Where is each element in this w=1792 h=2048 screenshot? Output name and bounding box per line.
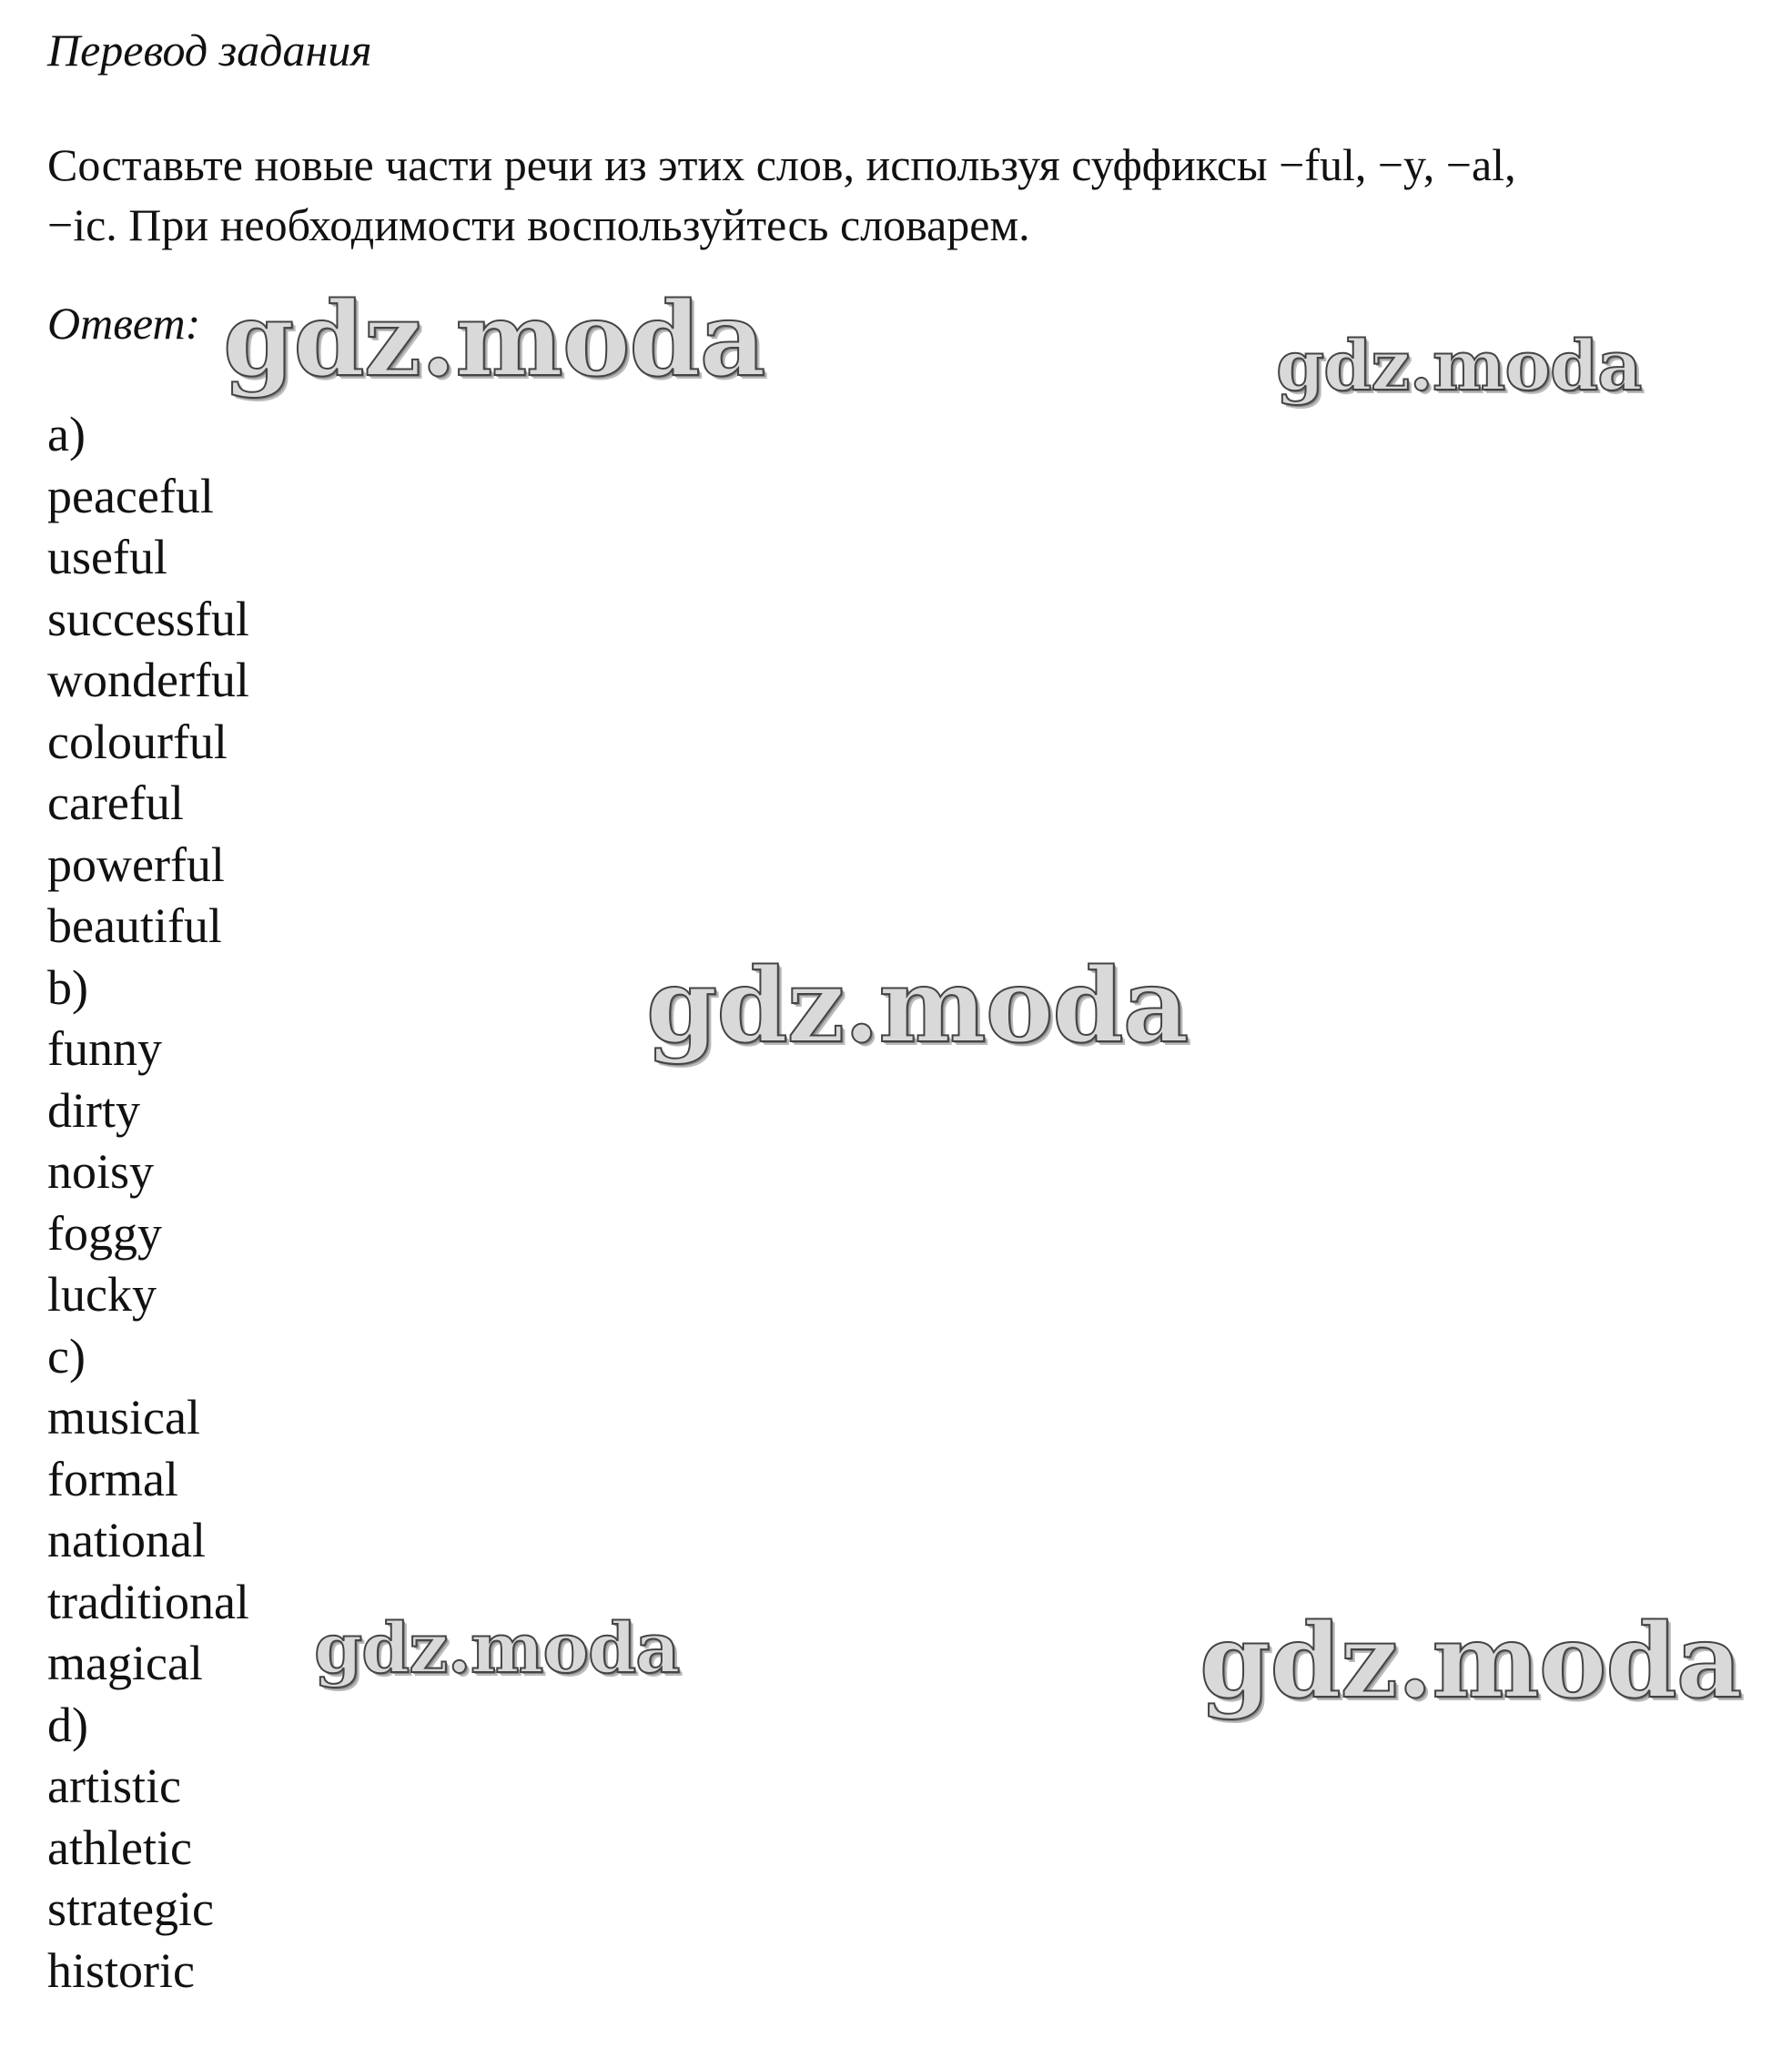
task-line: −ic. При необходимости воспользуйтесь словарем. (47, 199, 1030, 250)
heading: Перевод задания (47, 25, 372, 76)
answer-list (47, 404, 249, 2002)
answer-item: peaceful (47, 468, 214, 523)
answer-item: strategic (47, 1881, 214, 1936)
answer-item: funny (47, 1021, 162, 1076)
answer-item: musical (47, 1390, 200, 1445)
answer-item: magical (47, 1636, 203, 1690)
answer-item: traditional (47, 1574, 249, 1629)
answer-item: foggy (47, 1205, 162, 1261)
answer-item: c) (47, 1328, 86, 1384)
answer-item: noisy (47, 1144, 155, 1199)
answer-item: formal (47, 1451, 178, 1506)
answer-item: d) (47, 1697, 88, 1752)
watermark: gdz.moda (1200, 1602, 1742, 1721)
answer-item: powerful (47, 836, 225, 892)
answer-item: useful (47, 530, 167, 584)
answer-item: beautiful (47, 898, 222, 953)
answer-item: historic (47, 1942, 195, 1998)
task-line: Составьте новые части речи из этих слов, используя суффиксы −ful, −y, −al, (47, 139, 1516, 190)
watermark: gdz.moda (314, 1607, 680, 1688)
answer-item: artistic (47, 1759, 181, 1813)
task-text (47, 135, 1777, 255)
watermark: gdz.moda (1276, 325, 1642, 406)
answer-item: successful (47, 591, 249, 646)
watermark: gdz.moda (223, 280, 765, 400)
answer-item: lucky (47, 1267, 157, 1322)
answer-item: careful (47, 776, 184, 830)
answer-item: wonderful (47, 653, 249, 707)
answer-label: Ответ: (47, 298, 201, 349)
answer-item: b) (47, 959, 88, 1015)
answer-item: national (47, 1513, 206, 1567)
watermark: gdz.moda (646, 947, 1189, 1066)
answer-item: athletic (47, 1820, 192, 1875)
answer-item: colourful (47, 714, 228, 769)
answer-item: a) (47, 407, 86, 461)
answer-item: dirty (47, 1082, 140, 1138)
